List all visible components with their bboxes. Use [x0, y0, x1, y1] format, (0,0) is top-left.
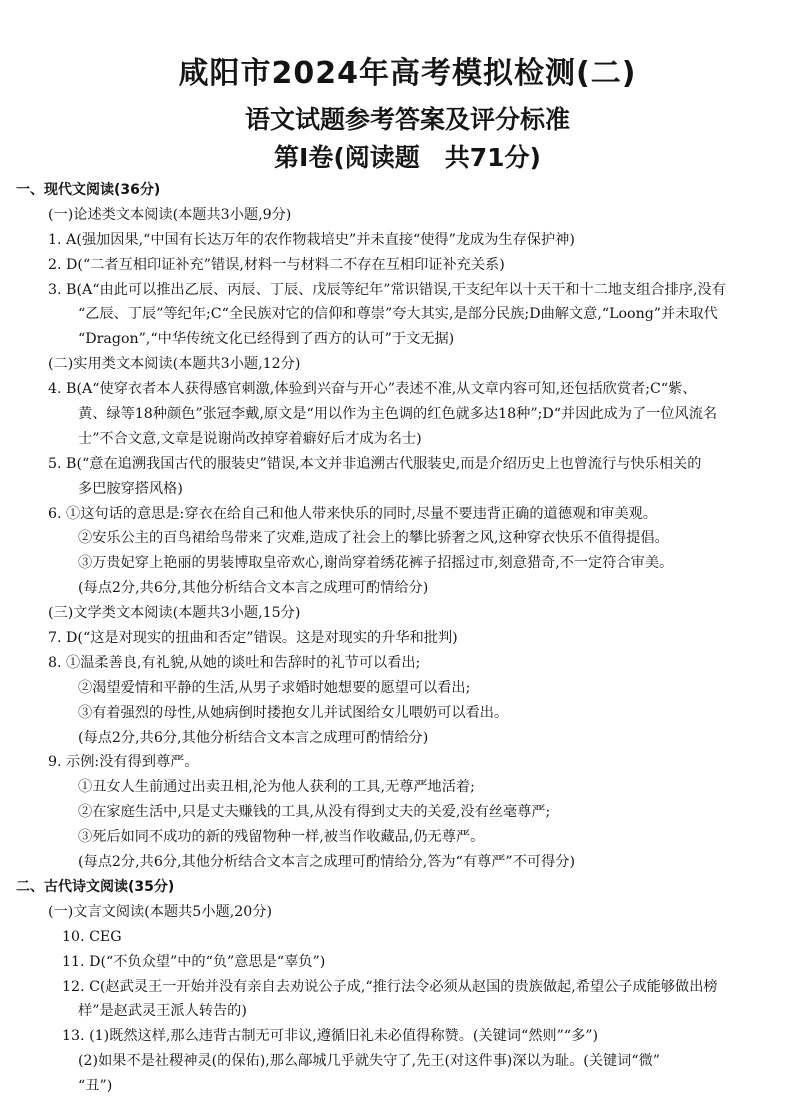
answer-line: ②渴望爱情和平静的生活,从男子求婚时她想要的愿望可以看出; [78, 679, 471, 696]
page-title: 咸阳市2024年高考模拟检测(二) [178, 56, 637, 91]
scoring-note: (每点2分,共6分,其他分析结合文本言之成理可酌情给分) [78, 580, 429, 597]
page-subtitle: 语文试题参考答案及评分标准 [244, 105, 570, 134]
answer-line: 9. 示例:没有得到尊严。 [48, 754, 199, 771]
answer-line: 3. B(A“由此可以推出乙辰、丙辰、丁辰、戊辰等纪年”常识错误,干支纪年以十天干和十二地支组合排序,没有 [48, 281, 726, 298]
answer-line: 8. ①温柔善良,有礼貌,从她的谈吐和告辞时的礼节可以看出; [48, 654, 421, 671]
answer-line: 1. A(强加因果,“中国有长达万年的农作物栽培史”并未直接“使得”龙成为生存保护神) [48, 231, 575, 248]
answer-body [16, 178, 799, 1099]
subsection-heading: (一)论述类文本阅读(本题共3小题,9分) [48, 206, 292, 223]
answer-line: 5. B(“意在追溯我国古代的服装史”错误,本文并非追溯古代服装史,而是介绍历史上也曾流行与快乐相关的 [48, 455, 702, 472]
subsection-heading: (一)文言文阅读(本题共5小题,20分) [48, 903, 272, 920]
answer-line: ②安乐公主的百鸟裙给鸟带来了灾难,造成了社会上的攀比骄奢之风,这种穿衣快乐不值得提倡。 [78, 530, 669, 547]
answer-line: “Dragon”,“中华传统文化已经得到了西方的认可”于文无据) [78, 331, 455, 348]
subsection-heading: (三)文学类文本阅读(本题共3小题,15分) [48, 605, 301, 622]
answer-line: 2. D(“二者互相印证补充”错误,材料一与材料二不存在互相印证补充关系) [48, 256, 505, 273]
answer-line: ③死后如同不成功的新的残留物种一样,被当作收藏品,仍无尊严。 [78, 829, 485, 846]
answer-line: ③有着强烈的母性,从她病倒时搂抱女儿并试图给女儿喂奶可以看出。 [78, 704, 509, 721]
answer-line: 样”是赵武灵王派人转告的) [78, 1003, 247, 1020]
scoring-note: (每点2分,共6分,其他分析结合文本言之成理可酌情给分,答为“有尊严”不可得分) [78, 854, 575, 871]
volume-heading: 第Ⅰ卷(阅读题 共71分) [274, 143, 541, 172]
answer-line: “丑”) [78, 1078, 113, 1095]
section-heading: 一、现代文阅读(36分) [16, 182, 161, 198]
subsection-heading: (二)实用类文本阅读(本题共3小题,12分) [48, 356, 301, 373]
answer-line: ②在家庭生活中,只是丈夫赚钱的工具,从没有得到丈夫的关爱,没有丝毫尊严; [78, 804, 551, 821]
answer-line: 7. D(“这是对现实的扭曲和否定”错误。这是对现实的升华和批判) [48, 630, 458, 647]
answer-line: 4. B(A“使穿衣者本人获得感官刺激,体验到兴奋与开心”表述不准,从文章内容可知,还包括欣赏者;C“紫、 [48, 381, 697, 398]
answer-line: (2)如果不是社稷神灵(的保佑),那么鄗城几乎就失守了,先王(对这件事)深以为耻。(关键词“微” [78, 1053, 661, 1070]
answer-line: ①丑女人生前通过出卖丑相,沦为他人获利的工具,无尊严地活着; [78, 779, 475, 796]
scoring-note: (每点2分,共6分,其他分析结合文本言之成理可酌情给分) [78, 729, 429, 746]
answer-line: “乙辰、丁辰”等纪年;C“全民族对它的信仰和尊崇”夸大其实,是部分民族;D曲解文意,“Loong”并未取代 [78, 306, 718, 323]
answer-line: 10. CEG [62, 928, 122, 945]
answer-line: 黄、绿等18种颜色”张冠李戴,原文是“用以作为主色调的红色就多达18种”;D“并因此成为了一位风流名 [78, 406, 718, 423]
answer-line: 13. (1)既然这样,那么违背古制无可非议,遵循旧礼未必值得称赞。(关键词“然则”“多”) [62, 1028, 599, 1045]
answer-line: 11. D(“不负众望”中的“负”意思是“辜负”) [62, 953, 326, 970]
answer-line: 多巴胺穿搭风格) [78, 480, 183, 497]
answer-line: 12. C(赵武灵王一开始并没有亲自去劝说公子成,“推行法令必须从赵国的贵族做起,希望公子成能够做出榜 [62, 978, 718, 995]
section-heading: 二、古代诗文阅读(35分) [16, 878, 175, 895]
answer-line: 6. ①这句话的意思是:穿衣在给自己和他人带来快乐的同时,尽量不要违背正确的道德观和审美观。 [48, 505, 658, 522]
answer-line: ③万贵妃穿上艳丽的男装博取皇帝欢心,谢尚穿着绣花裤子招摇过市,刻意猎奇,不一定符合审美。 [78, 555, 674, 572]
answer-line: 士”不合文意,文章是说谢尚改掉穿着癖好后才成为名士) [78, 430, 422, 447]
